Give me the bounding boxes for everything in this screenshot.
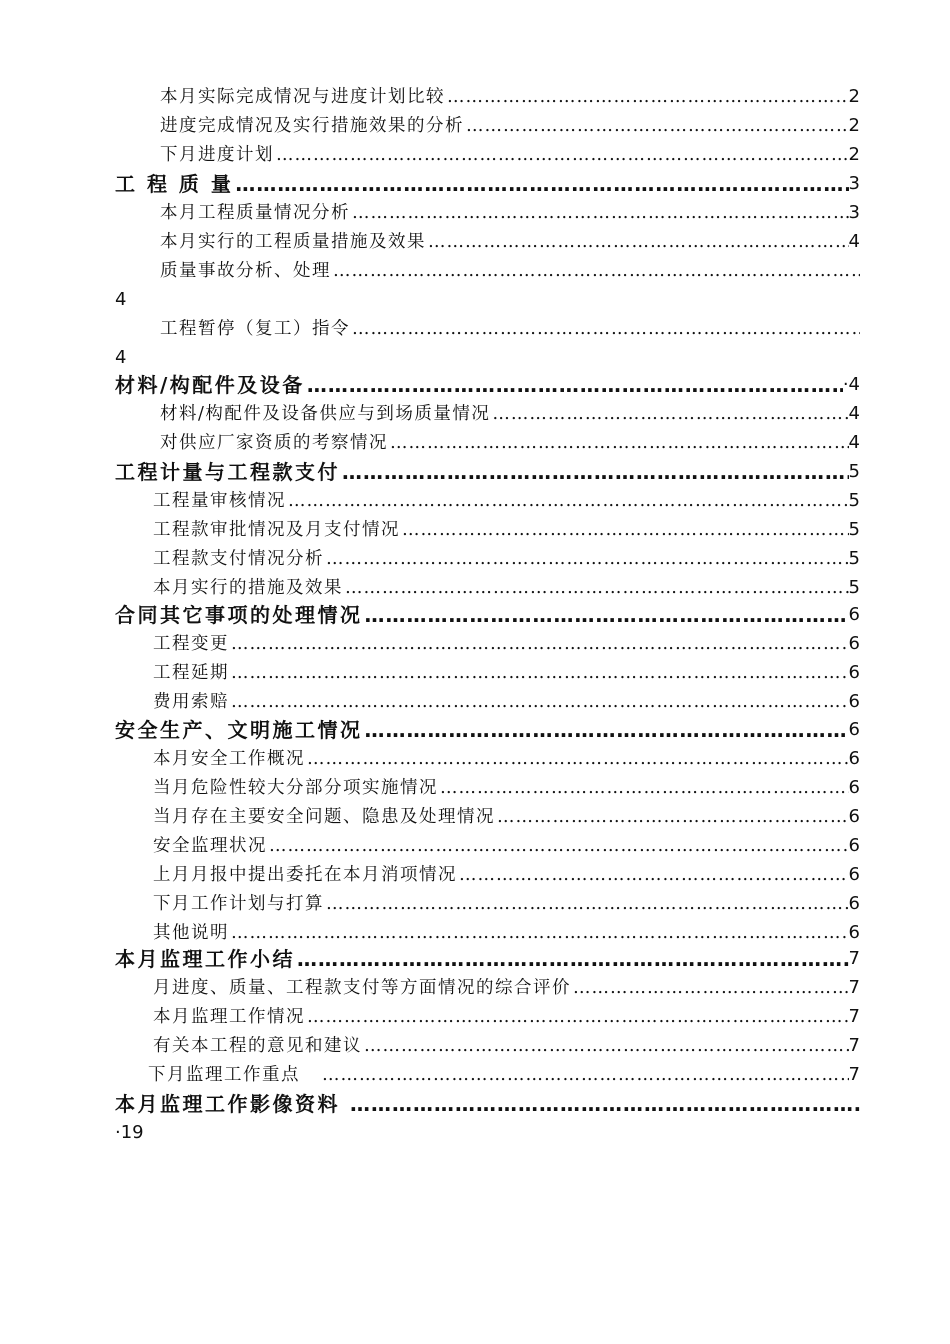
toc-section-title: 合同其它事项的处理情况 <box>115 603 363 627</box>
toc-entry-page: 2 <box>848 86 860 107</box>
dot-leader <box>363 717 849 743</box>
toc-entry-page: 7 <box>848 1006 860 1027</box>
toc-entry-title: 本月实际完成情况与进度计划比较 <box>160 87 445 107</box>
toc-entry-page: 6 <box>848 691 860 712</box>
toc-section-title: 工程计量与工程款支付 <box>115 460 340 484</box>
toc-entry-page: 6 <box>848 662 860 683</box>
toc-entry-title: 下月工作计划与打算 <box>153 894 324 914</box>
dot-leader <box>274 142 849 168</box>
toc-entry-page: 2 <box>848 144 860 165</box>
toc-entry[interactable] <box>153 975 860 1001</box>
toc-entry[interactable] <box>160 229 860 255</box>
dot-leader <box>229 660 849 686</box>
toc-entry-page: 4 <box>848 403 860 424</box>
toc-entry-page: 5 <box>848 577 860 598</box>
toc-entry[interactable] <box>153 775 860 801</box>
toc-section-title: 工 程 质 量 <box>115 172 234 196</box>
toc-entry-page: 4 <box>848 231 860 252</box>
toc-section-page: 3 <box>848 173 860 194</box>
toc-entry-title: 费用索赔 <box>153 692 229 712</box>
toc-entry-page: 5 <box>848 548 860 569</box>
toc-entry[interactable] <box>153 833 860 859</box>
toc-entry[interactable] <box>153 920 860 946</box>
toc-entry-title: 进度完成情况及实行措施效果的分析 <box>160 116 464 136</box>
toc-entry-title: 本月实行的工程质量措施及效果 <box>160 232 426 252</box>
toc-entry-page: 6 <box>848 893 860 914</box>
toc-section[interactable] <box>115 602 860 628</box>
toc-entry-page: 7 <box>848 1035 860 1056</box>
dot-leader <box>229 689 849 715</box>
toc-entry-title: 下月进度计划 <box>160 145 274 165</box>
toc-entry[interactable] <box>160 258 860 284</box>
dot-leader <box>464 113 849 139</box>
toc-entry-page: 6 <box>848 806 860 827</box>
toc-entry-page: 7 <box>848 1064 860 1085</box>
toc-entry-page: 4 <box>848 432 860 453</box>
dot-leader <box>363 602 849 628</box>
toc-entry-page: 6 <box>848 633 860 654</box>
toc-entry-title: 当月危险性较大分部分项实施情况 <box>153 778 438 798</box>
dot-leader <box>457 862 849 888</box>
dot-leader <box>445 84 849 110</box>
toc-entry[interactable] <box>153 546 860 572</box>
dot-leader <box>495 804 849 830</box>
toc-entry-page: 6 <box>848 835 860 856</box>
toc-entry-title: 上月月报中提出委托在本月消项情况 <box>153 865 457 885</box>
toc-section-page: ·4 <box>842 374 860 395</box>
toc-entry-title: 本月安全工作概况 <box>153 749 305 769</box>
toc-entry[interactable] <box>153 891 860 917</box>
toc-entry[interactable] <box>160 316 860 342</box>
toc-entry[interactable] <box>160 113 860 139</box>
toc-entry-page: 6 <box>848 864 860 885</box>
dot-leader <box>362 1033 849 1059</box>
toc-entry-title: 本月工程质量情况分析 <box>160 203 350 223</box>
toc-entry-page: 2 <box>848 115 860 136</box>
toc-entry[interactable] <box>153 517 860 543</box>
toc-entry-title: 对供应厂家资质的考察情况 <box>160 433 388 453</box>
toc-entry-title: 其他说明 <box>153 923 229 943</box>
dot-leader <box>233 171 848 197</box>
toc-section[interactable] <box>115 1091 860 1117</box>
toc-entry[interactable] <box>160 84 860 110</box>
toc-entry-page: 6 <box>848 922 860 943</box>
toc-entry-page: 5 <box>848 490 860 511</box>
toc-entry-title: 月进度、质量、工程款支付等方面情况的综合评价 <box>153 978 571 998</box>
toc-entry-title: 当月存在主要安全问题、隐患及处理情况 <box>153 807 495 827</box>
toc-entry-page: 7 <box>848 977 860 998</box>
dot-leader <box>348 1091 860 1117</box>
toc-entry[interactable] <box>160 200 860 226</box>
toc-entry-page: 6 <box>848 777 860 798</box>
toc-entry[interactable] <box>153 1033 860 1059</box>
toc-section[interactable] <box>115 946 860 972</box>
dot-leader <box>340 459 849 485</box>
toc-entry-page: 3 <box>848 202 860 223</box>
toc-entry[interactable] <box>153 488 860 514</box>
toc-section[interactable] <box>115 459 860 485</box>
toc-entry[interactable] <box>160 430 860 456</box>
toc-entry[interactable] <box>160 401 860 427</box>
toc-entry-page: 6 <box>848 748 860 769</box>
toc-entry-page: 4 <box>115 289 127 310</box>
dot-leader <box>331 258 860 284</box>
toc-entry-title: 安全监理状况 <box>153 836 267 856</box>
dot-leader <box>295 946 849 972</box>
toc-entry[interactable] <box>153 689 860 715</box>
dot-leader <box>490 401 848 427</box>
toc-section-title: 本月监理工作小结 <box>115 947 295 971</box>
toc-entry-title: 材料/构配件及设备供应与到场质量情况 <box>160 404 491 424</box>
toc-section[interactable] <box>115 372 860 398</box>
toc-entry[interactable] <box>148 1062 860 1088</box>
toc-entry-title: 本月实行的措施及效果 <box>153 578 343 598</box>
dot-leader <box>229 920 849 946</box>
toc-section-page: ·19 <box>115 1122 144 1143</box>
dot-leader <box>324 546 849 572</box>
dot-leader <box>388 430 849 456</box>
toc-section-page: 6 <box>848 719 860 740</box>
toc-section-title: 材料/构配件及设备 <box>115 373 305 397</box>
toc-entry-title: 有关本工程的意见和建议 <box>153 1036 362 1056</box>
dot-leader <box>400 517 849 543</box>
dot-leader <box>305 1004 849 1030</box>
dot-leader <box>320 1062 849 1088</box>
dot-leader <box>426 229 849 255</box>
dot-leader <box>229 631 849 657</box>
toc-entry[interactable] <box>153 746 860 772</box>
toc-entry[interactable] <box>153 660 860 686</box>
toc-entry[interactable] <box>153 804 860 830</box>
dot-leader <box>286 488 849 514</box>
dot-leader <box>267 833 849 859</box>
toc-section-page: 7 <box>848 948 860 969</box>
toc-section-title: 本月监理工作影像资料 <box>115 1092 340 1116</box>
dot-leader <box>571 975 849 1001</box>
toc-entry[interactable] <box>153 575 860 601</box>
dot-leader <box>343 575 849 601</box>
dot-leader <box>350 200 849 226</box>
toc-section[interactable] <box>115 717 860 743</box>
dot-leader <box>350 316 860 342</box>
toc-entry-title: 质量事故分析、处理 <box>160 261 331 281</box>
dot-leader <box>305 746 849 772</box>
toc-entry[interactable] <box>153 1004 860 1030</box>
toc-entry[interactable] <box>153 862 860 888</box>
toc-entry-title: 工程款支付情况分析 <box>153 549 324 569</box>
toc-entry-title: 工程暂停（复工）指令 <box>160 319 350 339</box>
dot-leader <box>438 775 849 801</box>
toc-section-page: 5 <box>848 461 860 482</box>
toc-section-title: 安全生产、文明施工情况 <box>115 718 363 742</box>
toc-entry-title: 工程量审核情况 <box>153 491 286 511</box>
toc-entry-title: 工程变更 <box>153 634 229 654</box>
dot-leader <box>324 891 849 917</box>
toc-entry-title: 工程款审批情况及月支付情况 <box>153 520 400 540</box>
toc-section-page: 6 <box>848 604 860 625</box>
toc-entry-title: 下月监理工作重点 <box>148 1065 300 1085</box>
dot-leader <box>305 372 843 398</box>
toc-entry-title: 本月监理工作情况 <box>153 1007 305 1027</box>
toc-entry-page: 5 <box>848 519 860 540</box>
toc-entry[interactable] <box>160 142 860 168</box>
toc-entry-page: 4 <box>115 347 127 368</box>
toc-section[interactable] <box>115 171 860 197</box>
toc-entry-title: 工程延期 <box>153 663 229 683</box>
toc-entry[interactable] <box>153 631 860 657</box>
